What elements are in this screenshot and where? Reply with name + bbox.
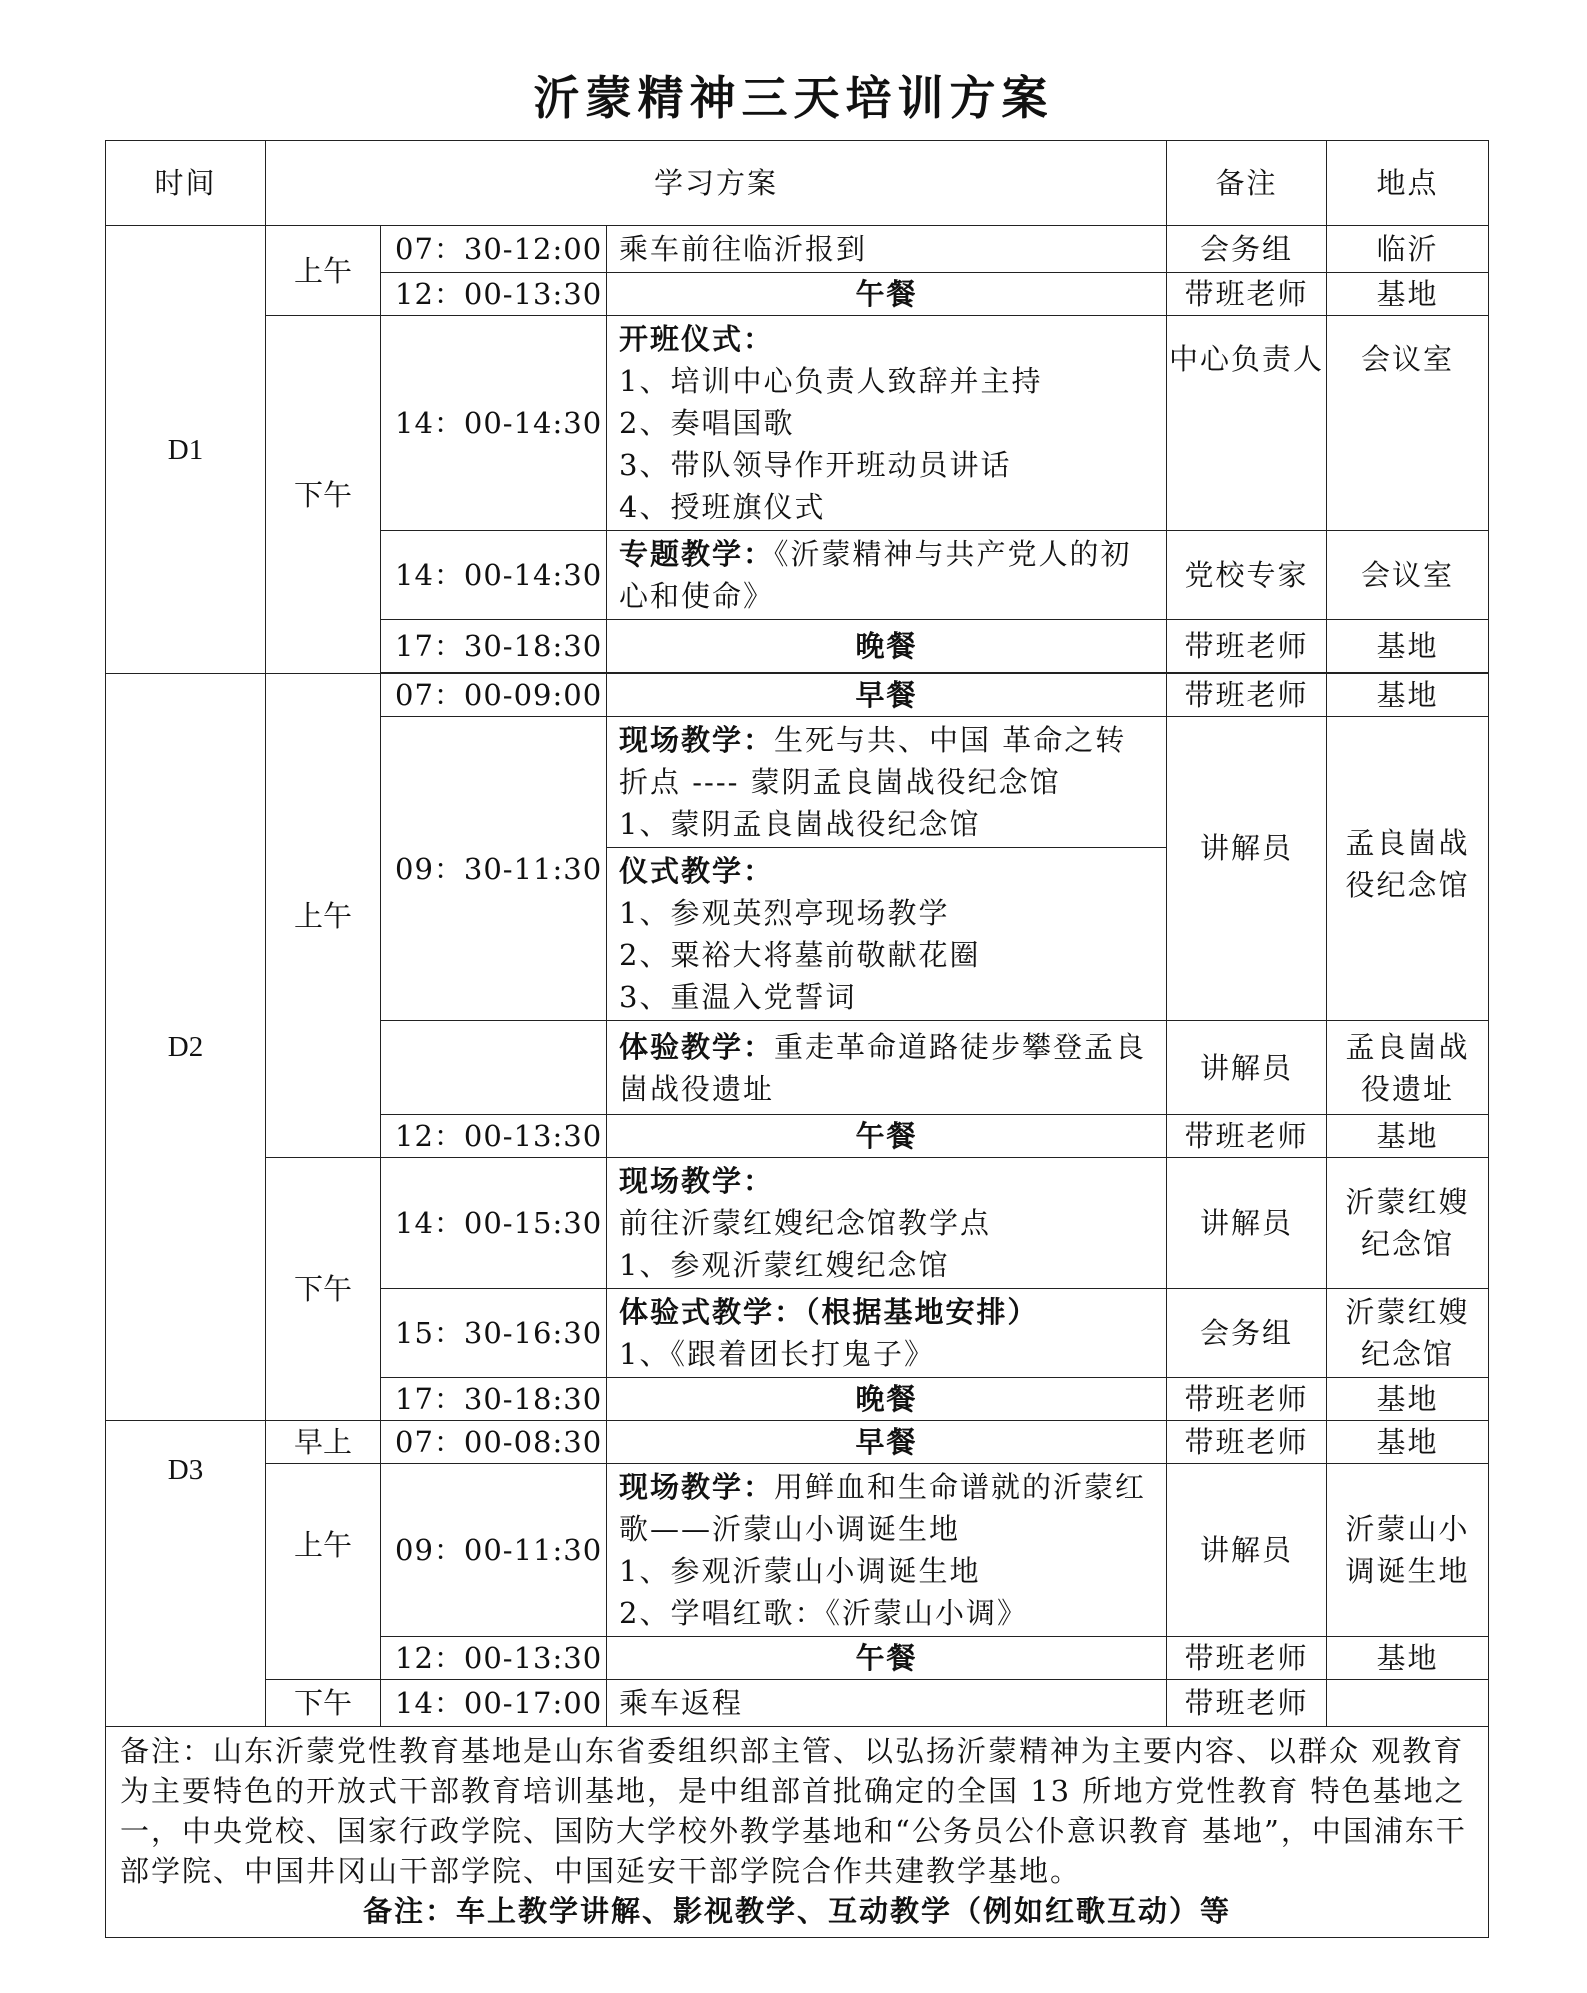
time-cell: 17：30-18:30 [381, 1378, 607, 1421]
activity-text: 《沂蒙精神与共产党人的初心和使命》 [619, 537, 1132, 613]
time-cell: 07：00-09:00 [381, 674, 607, 717]
time-cell: 09：00-11:30 [381, 1464, 607, 1637]
time-cell: 12：00-13:30 [381, 1637, 607, 1680]
activity-item: 2、奏唱国歌 [619, 406, 795, 440]
remark-cell: 讲解员 [1167, 1464, 1327, 1637]
meal-cell: 晚餐 [607, 620, 1167, 673]
activity-title: 体验教学： [619, 1029, 775, 1064]
day-label-d2: D2 [106, 674, 266, 1421]
time-cell: 12：00-13:30 [381, 273, 607, 316]
period-label: 上午 [266, 674, 381, 1158]
activity-cell [607, 1289, 1167, 1378]
activity-item: 3、重温入党誓词 [619, 980, 857, 1014]
header-row [106, 141, 1489, 226]
period-label: 下午 [266, 316, 381, 674]
time-cell: 07：30-12:00 [381, 226, 607, 273]
notes-row [106, 1727, 1489, 1938]
place-cell: 基地 [1327, 1115, 1489, 1158]
remark-cell: 讲解员 [1167, 1021, 1327, 1115]
time-cell [381, 1021, 607, 1115]
time-cell: 14：00-14:30 [381, 531, 607, 620]
activity-cell [607, 717, 1167, 848]
remark-cell: 带班老师 [1167, 1637, 1327, 1680]
activity-cell [607, 1464, 1167, 1637]
activity-item: 2、学唱红歌：《沂蒙山小调》 [619, 1596, 1028, 1630]
activity-item: 1、培训中心负责人致辞并主持 [619, 364, 1043, 398]
header-remark: 备注 [1167, 141, 1327, 226]
remark-cell: 带班老师 [1167, 620, 1327, 673]
activity-item: 2、粟裕大将墓前敬献花圈 [619, 938, 981, 972]
time-cell: 17：30-18:30 [381, 620, 607, 673]
activity-text: 用鲜血和生命谱就的沂蒙红歌——沂蒙山小调诞生地 [619, 1470, 1147, 1546]
remark-cell: 带班老师 [1167, 1115, 1327, 1158]
activity-cell: 乘车前往临沂报到 [607, 226, 1167, 273]
activity-cell [607, 531, 1167, 620]
table-row [106, 1680, 1489, 1727]
notes-cell [106, 1727, 1489, 1938]
place-cell: 基地 [1327, 273, 1489, 316]
place-cell: 沂蒙红嫂纪念馆 [1327, 1158, 1489, 1289]
activity-title: 专题教学： [619, 537, 775, 571]
remark-cell: 带班老师 [1167, 1378, 1327, 1421]
remark-cell: 讲解员 [1167, 1158, 1327, 1289]
place-cell: 会议室 [1327, 316, 1489, 531]
activity-item: 1、参观沂蒙山小调诞生地 [619, 1554, 981, 1588]
table-row [106, 1421, 1489, 1464]
activity-item: 1、《跟着团长打鬼子》 [619, 1337, 935, 1371]
place-cell: 基地 [1327, 620, 1489, 673]
activity-title: 体验式教学：（根据基地安排） [619, 1295, 1039, 1329]
period-label: 早上 [266, 1421, 381, 1464]
activity-text: 重走革命道路徒步攀登孟良崮战役遗址 [619, 1029, 1147, 1106]
time-cell: 15：30-16:30 [381, 1289, 607, 1378]
table-row [106, 316, 1489, 531]
time-cell: 12：00-13:30 [381, 1115, 607, 1158]
activity-title: 仪式教学： [619, 854, 775, 888]
activity-item: 1、参观英烈亭现场教学 [619, 896, 950, 930]
activity-title: 开班仪式： [619, 322, 775, 356]
period-label: 下午 [266, 1158, 381, 1421]
meal-cell: 午餐 [607, 273, 1167, 316]
time-cell: 14：00-15:30 [381, 1158, 607, 1289]
activity-text: 生死与共、中国 革命之转折点 ---- 蒙阴孟良崮战役纪念馆 [619, 723, 1127, 799]
place-cell: 会议室 [1327, 531, 1489, 620]
remark-cell: 党校专家 [1167, 531, 1327, 620]
period-label: 下午 [266, 1680, 381, 1727]
time-cell: 14：00-17:00 [381, 1680, 607, 1727]
activity-cell: 乘车返程 [607, 1680, 1167, 1727]
activity-cell [607, 316, 1167, 531]
place-cell: 基地 [1327, 1421, 1489, 1464]
place-cell: 孟良崮战役遗址 [1327, 1021, 1489, 1115]
activity-item: 1、蒙阴孟良崮战役纪念馆 [619, 807, 981, 841]
remark-cell: 会务组 [1167, 1289, 1327, 1378]
time-cell: 14：00-14:30 [381, 316, 607, 531]
day-label-d1: D1 [106, 226, 266, 674]
table-row [106, 1464, 1489, 1637]
document-title: 沂蒙精神三天培训方案 [533, 71, 1054, 125]
activity-item: 前往沂蒙红嫂纪念馆教学点 [619, 1206, 992, 1240]
remark-cell: 带班老师 [1167, 273, 1327, 316]
activity-title: 现场教学： [619, 1470, 775, 1504]
activity-cell [607, 1021, 1167, 1115]
table-row [106, 674, 1489, 717]
place-cell [1327, 1680, 1489, 1727]
header-place: 地点 [1327, 141, 1489, 226]
place-cell: 沂蒙山小调诞生地 [1327, 1464, 1489, 1637]
place-cell: 沂蒙红嫂纪念馆 [1327, 1289, 1489, 1378]
activity-title: 现场教学： [619, 1164, 775, 1198]
place-cell: 基地 [1327, 1637, 1489, 1680]
remark-cell: 带班老师 [1167, 1680, 1327, 1727]
meal-cell: 午餐 [607, 1637, 1167, 1680]
table-row [106, 1158, 1489, 1289]
activity-cell [607, 848, 1167, 1021]
remark-cell: 讲解员 [1167, 717, 1327, 1021]
day-label-d3: D3 [106, 1421, 266, 1727]
period-label: 上午 [266, 226, 381, 316]
time-cell: 09：30-11:30 [381, 717, 607, 1021]
meal-cell: 午餐 [607, 1115, 1167, 1158]
activity-cell [607, 1158, 1167, 1289]
place-cell: 基地 [1327, 1378, 1489, 1421]
place-cell: 基地 [1327, 674, 1489, 717]
remark-cell: 中心负责人 [1167, 316, 1327, 531]
meal-cell: 早餐 [607, 1421, 1167, 1464]
header-time: 时间 [106, 141, 266, 226]
period-label: 上午 [266, 1464, 381, 1680]
header-plan: 学习方案 [266, 141, 1167, 226]
time-cell: 07：00-08:30 [381, 1421, 607, 1464]
meal-cell: 晚餐 [607, 1378, 1167, 1421]
notes-second: 备注：车上教学讲解、影视教学、互动教学（例如红歌互动）等 [362, 1894, 1231, 1928]
table-row [106, 226, 1489, 273]
remark-cell: 带班老师 [1167, 674, 1327, 717]
remark-cell: 带班老师 [1167, 1421, 1327, 1464]
activity-item: 4、授班旗仪式 [619, 490, 826, 524]
activity-item: 3、带队领导作开班动员讲话 [619, 448, 1012, 482]
meal-cell: 早餐 [607, 674, 1167, 717]
activity-title: 现场教学： [619, 723, 775, 757]
place-cell: 孟良崮战役纪念馆 [1327, 717, 1489, 1021]
notes-main: 备注：山东沂蒙党性教育基地是山东省委组织部主管、以弘扬沂蒙精神为主要内容、以群众 观教育为主要特色的开放式干部教育培训基地，是中组部首批确定的全国 13 所地方党性教育 特色基地之一，中央党校、国家行政学院、国防大学校外教学基地和“公务员公仆意识教育 基地”，中国浦东干部学院、中国井冈山干部学院、中国延安干部学院合作共建教学基地。 [120, 1734, 1467, 1888]
place-cell: 临沂 [1327, 226, 1489, 273]
training-schedule-table [105, 140, 1489, 1938]
activity-item: 1、参观沂蒙红嫂纪念馆 [619, 1248, 950, 1282]
remark-cell: 会务组 [1167, 226, 1327, 273]
